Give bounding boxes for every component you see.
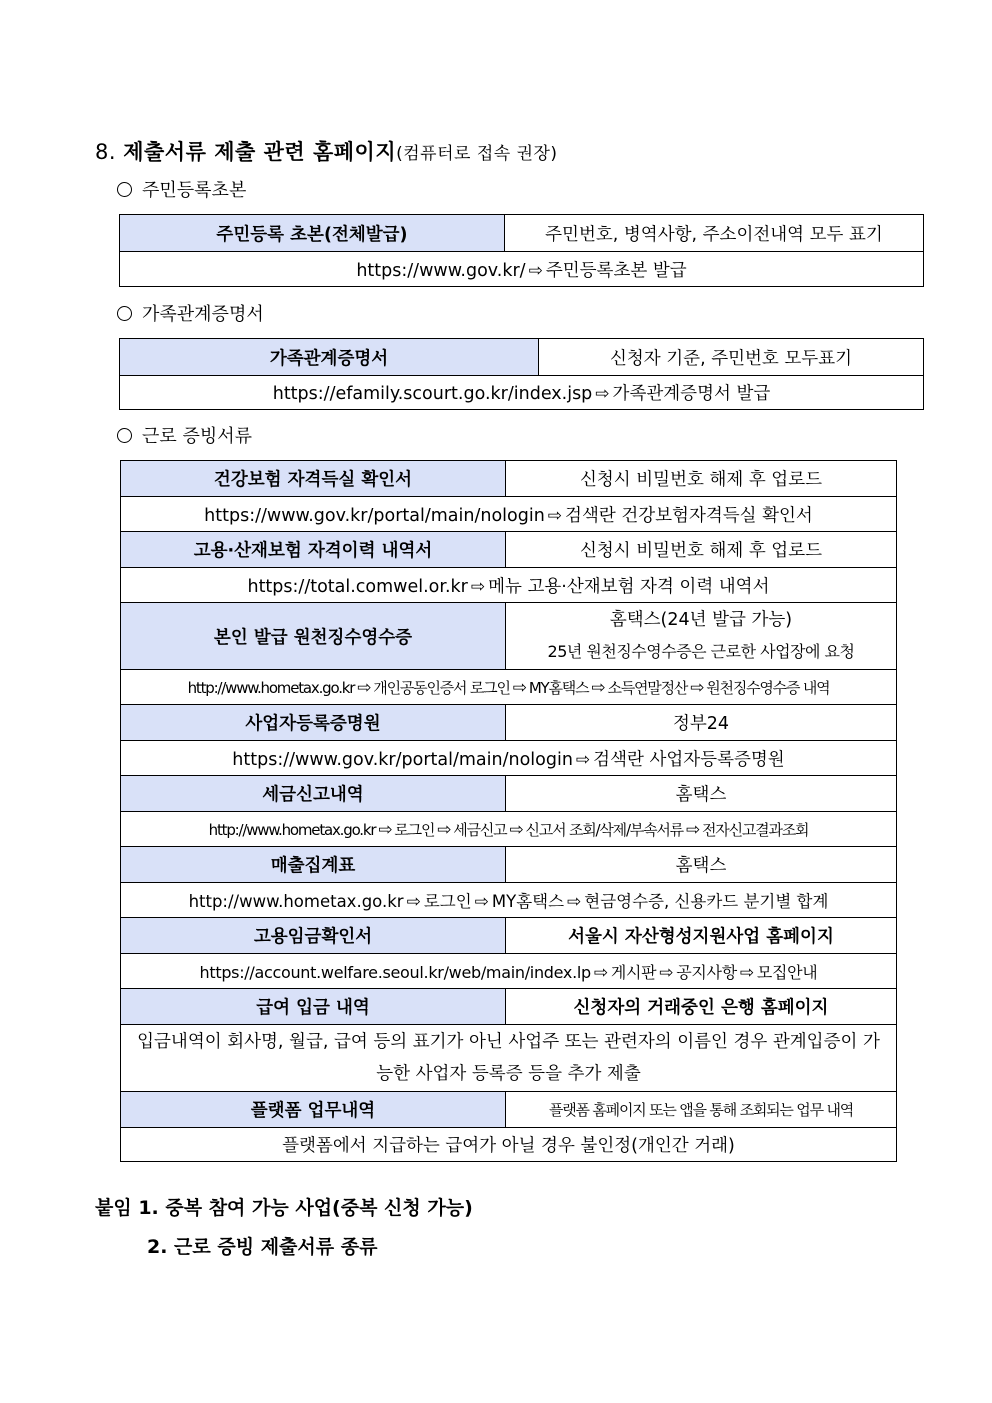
url-link[interactable]: https://account.welfare.seoul.kr/web/main/index.lp [199, 962, 591, 982]
table-cell: 주민번호, 병역사항, 주소이전내역 모두 표기 [505, 215, 924, 252]
arrow-icon: ⇨ [591, 677, 605, 698]
family-table [119, 338, 924, 410]
arrow-icon: ⇨ [512, 677, 526, 698]
arrow-icon: ⇨ [595, 384, 610, 404]
section-heading: 8. 제출서류 제출 관련 홈페이지(컴퓨터로 접속 권장) [95, 140, 558, 164]
circle-bullet-icon [117, 306, 132, 321]
url-row: https://www.gov.kr/portal/main/nologin ⇨ 검색란 건강보험자격득실 확인서 [121, 497, 897, 532]
url-row: https://efamily.scourt.go.kr/index.jsp ⇨ 가족관계증명서 발급 [120, 376, 924, 410]
table-header: 고용·산재보험 자격이력 내역서 [121, 532, 506, 568]
note-row: 입금내역이 회사명, 월급, 급여 등의 표기가 아닌 사업주 또는 관련자의 이름인 경우 관계입증이 가능한 사업자 등록증 등을 추가 제출 [121, 1025, 897, 1092]
table-header: 가족관계증명서 [120, 339, 539, 376]
table-header: 건강보험 자격득실 확인서 [121, 461, 506, 497]
table-header: 매출집계표 [121, 847, 506, 883]
table-header: 급여 입금 내역 [121, 989, 506, 1025]
note-row: 플랫폼에서 지급하는 급여가 아닐 경우 불인정(개인간 거래) [121, 1128, 897, 1162]
url-row: http://www.hometax.go.kr ⇨ 로그인 ⇨ 세금신고 ⇨ 신고서 조회/삭제/부속서류 ⇨ 전자신고결과조회 [121, 812, 897, 847]
arrow-icon: ⇨ [437, 819, 451, 840]
arrow-icon: ⇨ [659, 962, 674, 983]
circle-bullet-icon [117, 182, 132, 197]
attachment-1: 붙임 1. 중복 참여 가능 사업(중복 신청 가능) [95, 1197, 473, 1219]
table-header: 고용임금확인서 [121, 918, 506, 954]
url-row: https://account.welfare.seoul.kr/web/main/index.lp ⇨ 게시판 ⇨ 공지사항 ⇨ 모집안내 [121, 954, 897, 989]
section-note: (컴퓨터로 접속 권장) [396, 144, 558, 164]
arrow-icon: ⇨ [406, 892, 421, 912]
url-link[interactable]: https://total.comwel.or.kr [247, 576, 468, 597]
url-link[interactable]: https://www.gov.kr/portal/main/nologin [204, 505, 545, 526]
subsection-family: 가족관계증명서 [117, 300, 264, 326]
table-cell: 홈택스(24년 발급 가능) 25년 원천징수영수증은 근로한 사업장에 요청 [506, 603, 897, 670]
arrow-icon: ⇨ [685, 819, 700, 840]
table-cell: 홈택스 [506, 847, 897, 883]
subsection-work: 근로 증빙서류 [117, 422, 252, 448]
url-row: http://www.hometax.go.kr ⇨ 개인공동인증서 로그인 ⇨ MY홈택스 ⇨ 소득연말정산 ⇨ 원천징수영수증 내역 [121, 670, 897, 705]
arrow-icon: ⇨ [575, 749, 591, 770]
arrow-icon: ⇨ [547, 505, 563, 526]
table-cell: 홈택스 [506, 776, 897, 812]
arrow-icon: ⇨ [593, 962, 608, 983]
url-row: http://www.hometax.go.kr ⇨ 로그인 ⇨ MY홈택스 ⇨ 현금영수증, 신용카드 분기별 합계 [121, 883, 897, 918]
attachment-2: 2. 근로 증빙 제출서류 종류 [147, 1236, 378, 1258]
arrow-icon: ⇨ [357, 677, 371, 698]
url-link[interactable]: http://www.hometax.go.kr [188, 892, 404, 911]
table-header: 주민등록 초본(전체발급) [120, 215, 505, 252]
circle-bullet-icon [117, 428, 132, 443]
url-row: https://www.gov.kr/portal/main/nologin ⇨ 검색란 사업자등록증명원 [121, 741, 897, 776]
table-cell: 신청자의 거래중인 은행 홈페이지 [506, 989, 897, 1025]
arrow-icon: ⇨ [470, 576, 486, 597]
table-header: 본인 발급 원천징수영수증 [121, 603, 506, 670]
resident-table [119, 214, 924, 287]
arrow-icon: ⇨ [690, 677, 704, 698]
url-link[interactable]: http://www.hometax.go.kr [187, 678, 355, 697]
url-link[interactable]: https://www.gov.kr/ [356, 260, 526, 281]
url-link[interactable]: https://www.gov.kr/portal/main/nologin [232, 749, 573, 770]
table-cell: 신청시 비밀번호 해제 후 업로드 [506, 532, 897, 568]
arrow-icon: ⇨ [474, 892, 489, 912]
table-cell: 서울시 자산형성지원사업 홈페이지 [506, 918, 897, 954]
arrow-icon: ⇨ [528, 260, 543, 281]
work-proof-table [120, 460, 897, 1162]
table-cell: 플랫폼 홈페이지 또는 앱을 통해 조회되는 업무 내역 [506, 1092, 897, 1128]
subsection-resident: 주민등록초본 [117, 176, 246, 202]
url-link[interactable]: http://www.hometax.go.kr [208, 820, 376, 839]
table-header: 세금신고내역 [121, 776, 506, 812]
table-cell: 신청자 기준, 주민번호 모두표기 [539, 339, 924, 376]
url-link[interactable]: https://efamily.scourt.go.kr/index.jsp [272, 384, 593, 404]
table-cell: 신청시 비밀번호 해제 후 업로드 [506, 461, 897, 497]
section-title: 제출서류 제출 관련 홈페이지 [123, 140, 397, 164]
table-header: 플랫폼 업무내역 [121, 1092, 506, 1128]
arrow-icon: ⇨ [739, 962, 754, 983]
url-row: https://total.comwel.or.kr ⇨ 메뉴 고용·산재보험 자격 이력 내역서 [121, 568, 897, 603]
arrow-icon: ⇨ [509, 819, 523, 840]
arrow-icon: ⇨ [378, 819, 392, 840]
url-row: https://www.gov.kr/ ⇨ 주민등록초본 발급 [120, 252, 924, 287]
table-cell: 정부24 [506, 705, 897, 741]
arrow-icon: ⇨ [567, 892, 582, 912]
table-header: 사업자등록증명원 [121, 705, 506, 741]
